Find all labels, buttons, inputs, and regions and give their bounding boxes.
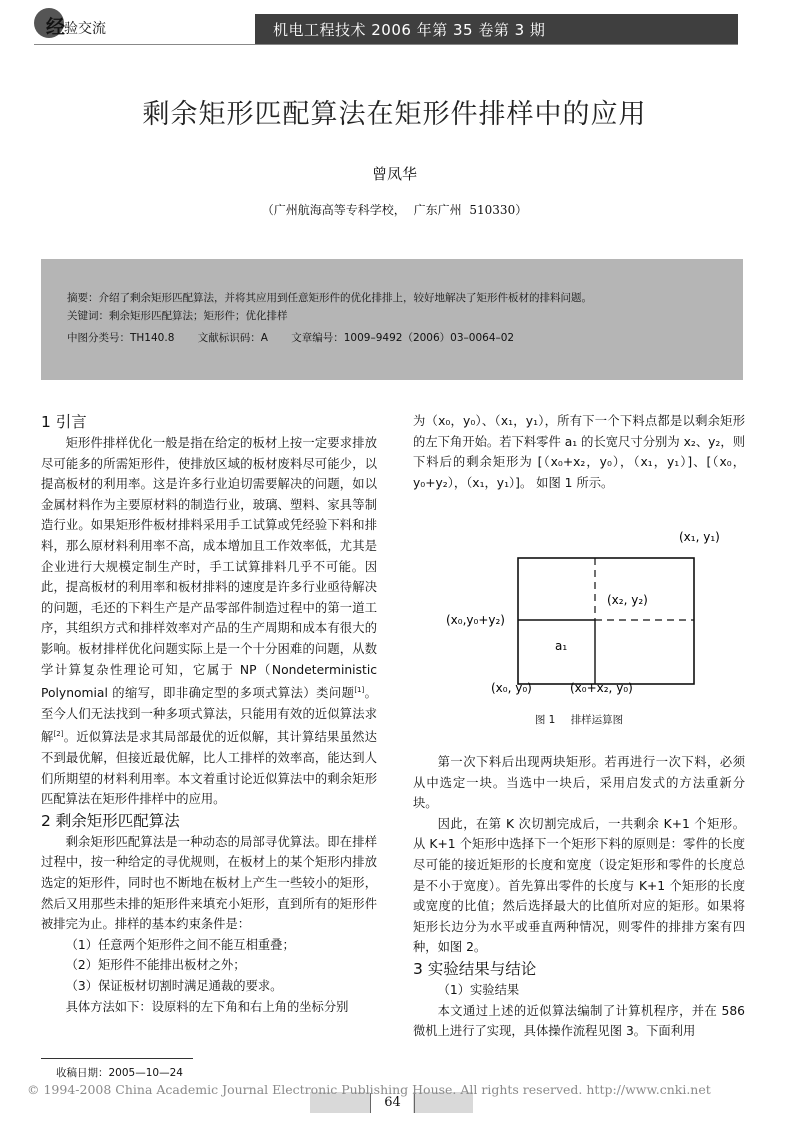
figure-title: 排样运算图 [570,714,624,726]
journal-title: 机电工程技术 2006 年第 35 卷第 3 期 [273,21,546,39]
section-3-heading: 3 实验结果与结论 [413,959,537,978]
header-rule [34,44,738,45]
constraint-item: （3）保证板材切割时满足通裁的要求。 [65,979,283,994]
sheet-rectangle [518,558,694,684]
second-cut-paragraph: 第一次下料后出现两块矩形。若再进行一次下料，必须从中选定一块。当选中一块后，采用启发式的方法重新分块。 [413,755,745,811]
article-number: 文章编号：1009–9492（2006）03–0064–02 [291,332,515,344]
document-code: 文献标识码：A [197,332,268,344]
received-date: 收稿日期：2005—10—24 [56,1067,183,1079]
right-column-bottom [413,752,745,1042]
label-part-a1: a₁ [555,639,568,653]
constraint-item: （1）任意两个矩形件之间不能互相重叠； [65,937,295,952]
section-2-heading: 2 剩余矩形匹配算法 [41,811,180,830]
method-paragraph: 具体方法如下：设原料的左下角和右上角的坐标分别 [65,999,349,1014]
reference-1: [1] [354,686,365,695]
label-x0-y0y2: (x₀,y₀+y₂) [446,613,505,627]
footnote-rule [41,1058,193,1059]
selection-rule-paragraph: 因此，在第 K 次切割完成后，一共剩余 K+1 个矩形。从 K+1 个矩形中选择下一个矩形下料的原则是：零件的长度尽可能的接近矩形的长度和宽度（设定矩形和零件的长度总是不小于宽度）。首先算出零件的长度与 K+1 个矩形的长度或宽度的比值；然后选择最大的比值所对应的矩形。如果将矩形长边分为水平或垂直两种情况，则零件的排排方案有四种，如图 2。 [413,816,745,955]
copyright-watermark: © 1994-2008 China Academic Journal Electronic Publishing House. All rights reserved. http://www.cnki.net [27,1082,711,1097]
figure-caption [413,712,745,727]
page-number: 64 [370,1093,415,1113]
label-x2-y2: (x₂, y₂) [607,593,648,607]
constraint-item: （2）矩形件不能排出板材之外； [65,958,246,973]
left-column [41,411,377,1017]
layout-diagram [413,522,745,722]
label-x0x2-y0: (x₀+x₂, y₀) [570,681,633,695]
reference-2: [2] [53,730,64,739]
results-paragraph: 本文通过上述的近似算法编制了计算机程序，并在 586 微机上进行了实现，具体操作流程见图 3。下面利用 [413,1003,745,1039]
abstract-keywords: 关键词：剩余矩形匹配算法；矩形件；优化排样 [67,310,288,322]
coordinates-paragraph: 为（x₀，y₀）、（x₁，y₁），所有下一个下料点都是以剩余矩形的左下角开始。若下料零件 a₁ 的长宽尺寸分别为 x₂、y₂，则下料后的剩余矩形为 [（x₀+x₂，y₀），（x₁，y₁）]、[（x₀，y₀+y₂），（x₁，y₁）]。 如图 1 所示。 [413,414,745,490]
clc-number: 中图分类号：TH140.8 [67,332,175,344]
paper-title: 剩余矩形匹配算法在矩形件排样中的应用 [142,99,647,130]
label-x1-y1: (x₁, y₁) [679,530,720,544]
section-1-heading: 1 引言 [41,413,87,431]
section-1-text-b: 。至今人们无法找到一种多项式算法，只能用有效的近似算法求解 [41,686,377,745]
figure-number: 图 1 [534,714,556,726]
abstract-classification [67,330,534,345]
section-logo-char: 经 [46,16,66,38]
right-column-top [413,411,745,493]
author-affiliation: （广州航海高等专科学校， 广东广州 510330） [261,203,528,217]
section-1-paragraph [41,433,377,810]
label-x0-y0: (x₀, y₀) [491,681,532,695]
section-1-text-c: 。近似算法是求其局部最优的近似解，其计算结果虽然达不到最优解，但接近最优解，比人工排样的效率高，能达到人们所期望的材料利用率。本文着重讨论近似算法中的剩余矩形匹配算法在矩形件排样中的应用。 [41,730,377,807]
author-name: 曾凤华 [371,165,417,183]
section-name: 验交流 [64,21,106,37]
section-2-paragraph: 剩余矩形匹配算法是一种动态的局部寻优算法。即在排样过程中，按一种给定的寻优规则，在板材上的某个矩形内排放选定的矩形件，同时也不断地在板材上产生一些较小的矩形，然后又用那些未排的矩形件来填充小矩形，直到所有的矩形件被排完为止。排样的基本约束条件是： [41,834,377,932]
section-1-text: 矩形件排样优化一般是指在给定的板材上按一定要求排放尽可能多的所需矩形件，使排放区域的板材废料尽可能少，以提高板材的利用率。这是许多行业迫切需要解决的问题，如以金属材料作为主要原材料的制造行业，玻璃、塑料、家具等制造行业。如果矩形件板材排料采用手工试算或凭经验下料和排料，那么原材料利用率不高，成本增加且工作效率低，尤其是企业进行大规模定制生产时，手工试算排料几乎不可能。因此，提高板材的利用率和板材排料的速度是许多行业亟待解决的问题，毛还的下料生产是产品零部件制造过程中的第一道工序，其组织方式和排样效率对产品的生产周期和成本有很大的影响。板材排样优化问题实际上是一个十分困难的问题，从数学计算复杂性理论可知，它属于 NP（Nondeterministic Polynomial 的缩写，即非确定型的多项式算法）类问题 [41,436,377,701]
abstract-summary: 摘要：介绍了剩余矩形匹配算法，并将其应用到任意矩形件的优化排排上，较好地解决了矩形件板材的排料问题。 [67,292,592,304]
results-subheading: （1）实验结果 [437,982,520,997]
